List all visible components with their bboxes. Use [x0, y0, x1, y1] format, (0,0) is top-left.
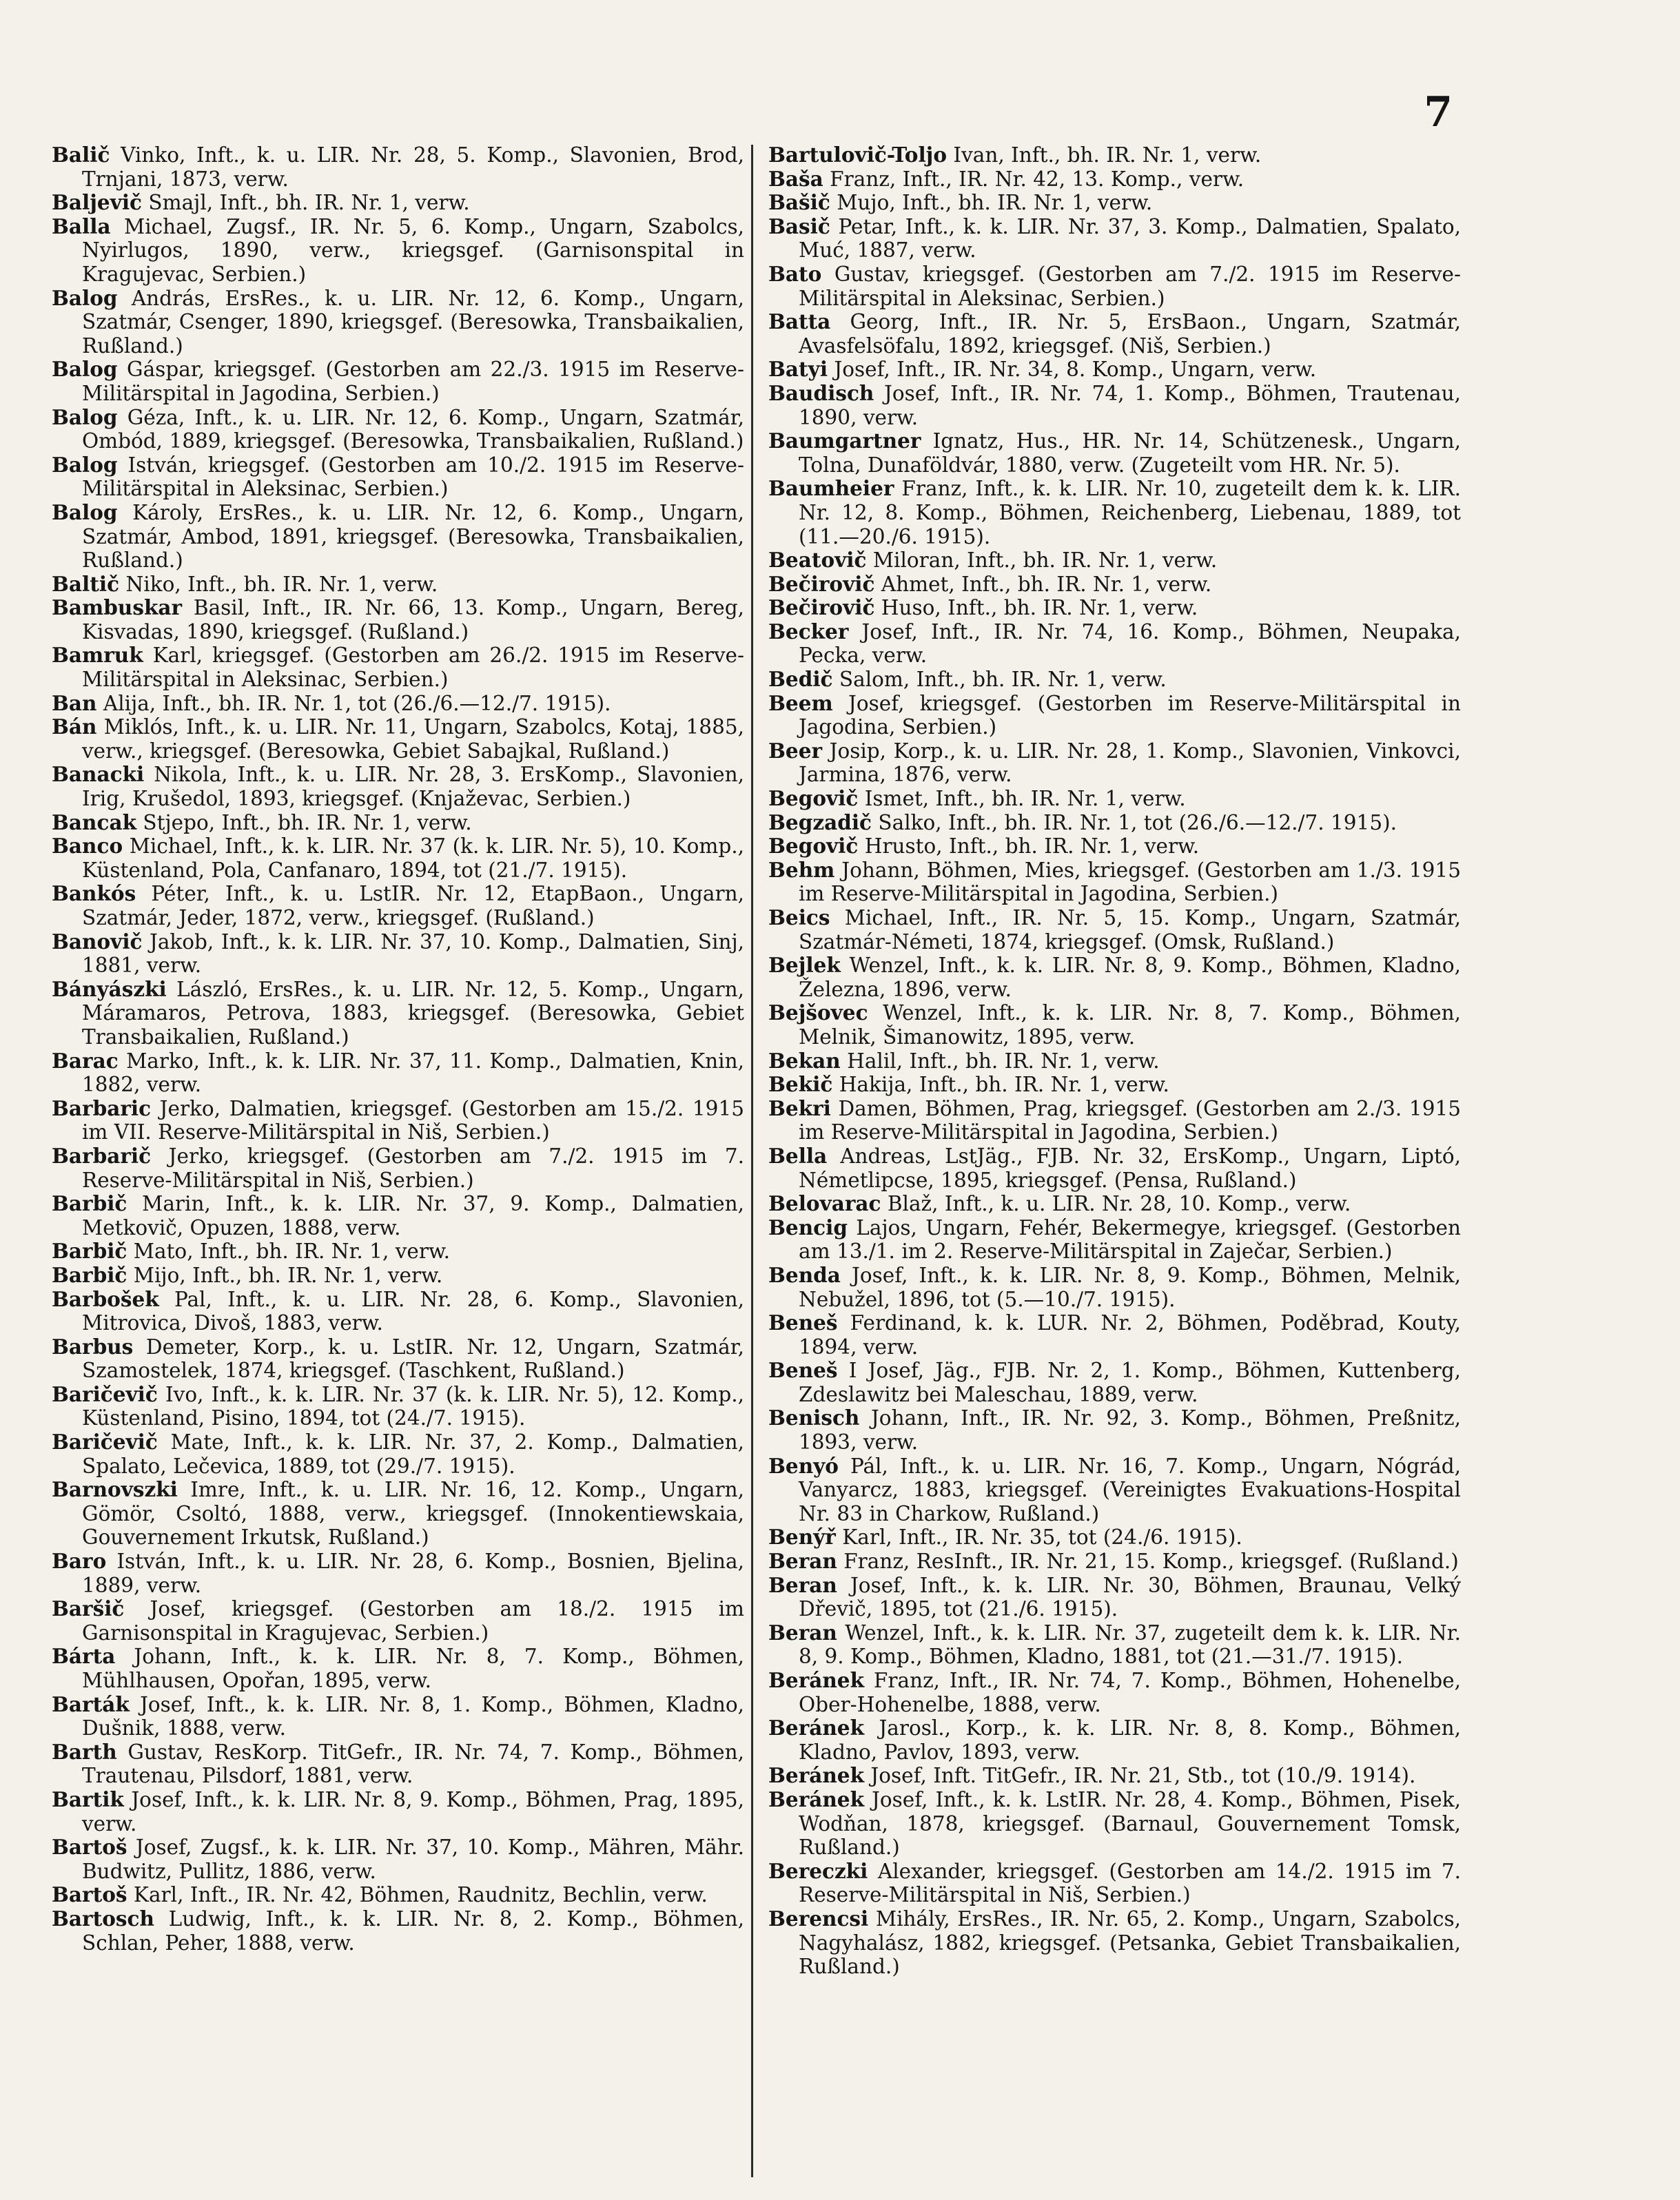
list-item	[52, 1192, 744, 1240]
list-item	[52, 811, 744, 835]
entry-details: Mato, Inft., bh. IR. Nr. 1, verw.	[133, 1240, 451, 1264]
list-item	[52, 834, 744, 882]
entry-surname: Baltič	[52, 571, 120, 596]
list-item	[52, 978, 744, 1049]
list-item	[768, 1001, 1461, 1049]
entry-details: Mate, Inft., k. k. LIR. Nr. 37, 2. Komp., Dalmatien, Spalato, Lečevica, 1889, tot (29./7. 1915).	[82, 1430, 744, 1478]
list-item	[52, 763, 744, 810]
entry-details: Nikola, Inft., k. u. LIR. Nr. 28, 3. ErsKomp., Slavonien, Irig, Krušedol, 1893, kriegsgef. (Knjaževac, Serbien.)	[82, 763, 744, 811]
entry-details: Josef, Inft., k. k. LIR. Nr. 8, 1. Komp., Böhmen, Kladno, Dušnik, 1888, verw.	[82, 1692, 744, 1740]
entry-details: Pál, Inft., k. u. LIR. Nr. 16, 7. Komp., Ungarn, Nógrád, Vanyarcz, 1883, kriegsgef. (Vereinigtes Evakuations-Hospital Nr. 83 in Charkow, Rußland.)	[799, 1454, 1461, 1525]
entry-surname: Bekri	[768, 1096, 831, 1120]
list-item	[768, 1716, 1461, 1764]
entry-details: Jerko, kriegsgef. (Gestorben am 7./2. 1915 im 7. Reserve-Militärspital in Niš, Serbien.)	[82, 1144, 744, 1192]
entry-surname: Bamruk	[52, 643, 143, 668]
entry-surname: Bartoš	[52, 1882, 127, 1907]
entry-details: Josef, Inft. TitGefr., IR. Nr. 21, Stb., tot (10./9. 1914).	[870, 1764, 1416, 1788]
entry-details: Károly, ErsRes., k. u. LIR. Nr. 12, 6. Komp., Ungarn, Szatmár, Ambod, 1891, kriegsgef. (Beresowka, Transbaikalien, Rußland.)	[82, 500, 744, 573]
entry-surname: Beics	[768, 905, 830, 929]
list-item	[52, 287, 744, 358]
entry-surname: Bányászki	[52, 976, 167, 1001]
entry-details: Jerko, Dalmatien, kriegsgef. (Gestorben am 15./2. 1915 im VII. Reserve-Militärspital in Niš, Serbien.)	[82, 1096, 744, 1144]
list-item	[768, 1049, 1461, 1073]
list-item	[52, 1288, 744, 1335]
entry-details: Damen, Böhmen, Prag, kriegsgef. (Gestorben am 2./3. 1915 im Reserve-Militärspital in Jagodina, Serbien.)	[799, 1096, 1461, 1144]
entry-surname: Beran	[768, 1549, 837, 1574]
entry-details: Péter, Inft., k. u. LstIR. Nr. 12, EtapBaon., Ungarn, Szatmár, Jeder, 1872, verw., kriegsgef. (Rußland.)	[82, 882, 744, 929]
entry-details: Marko, Inft., k. k. LIR. Nr. 37, 11. Komp., Dalmatien, Knin, 1882, verw.	[82, 1049, 744, 1097]
list-item	[768, 310, 1461, 358]
list-item	[768, 263, 1461, 310]
entry-surname: Beránek	[768, 1763, 865, 1788]
list-item	[768, 1621, 1461, 1669]
entry-details: Karl, Inft., IR. Nr. 42, Böhmen, Raudnitz, Bechlin, verw.	[133, 1883, 708, 1907]
entry-surname: Balog	[52, 452, 118, 477]
entry-surname: Benyó	[768, 1453, 839, 1478]
list-item	[52, 501, 744, 573]
list-item	[768, 859, 1461, 906]
entry-details: Franz, Inft., IR. Nr. 42, 13. Komp., verw.	[830, 167, 1244, 191]
entry-surname: Begovič	[768, 786, 859, 811]
list-item	[768, 358, 1461, 382]
entry-details: Géza, Inft., k. u. LIR. Nr. 12, 6. Komp., Ungarn, Szatmár, Ombód, 1889, kriegsgef. (Beresowka, Transbaikalien, Rußland.)	[82, 405, 744, 453]
entry-surname: Barbarič	[52, 1143, 152, 1168]
entry-surname: Bekan	[768, 1048, 841, 1073]
list-item	[768, 143, 1461, 167]
entry-surname: Bella	[768, 1143, 828, 1168]
list-item	[52, 1788, 744, 1836]
entry-details: István, kriegsgef. (Gestorben am 10./2. 1915 im Reserve-Militärspital in Aleksinac, Serbien.)	[82, 453, 744, 501]
list-item	[52, 692, 744, 716]
list-item	[768, 954, 1461, 1001]
list-item	[52, 453, 744, 501]
entry-surname: Batta	[768, 309, 831, 334]
entry-surname: Barbaric	[52, 1096, 152, 1120]
entry-details: Johann, Inft., IR. Nr. 92, 3. Komp., Böhmen, Preßnitz, 1893, verw.	[799, 1406, 1461, 1454]
entry-details: Pal, Inft., k. u. LIR. Nr. 28, 6. Komp., Slavonien, Mitrovica, Divoš, 1883, verw.	[82, 1287, 744, 1335]
list-item	[768, 477, 1461, 548]
entry-details: Alexander, kriegsgef. (Gestorben am 14./2. 1915 im 7. Reserve-Militärspital in Niš, Serbien.)	[799, 1859, 1461, 1907]
list-item	[52, 1836, 744, 1883]
entry-details: Franz, Inft., IR. Nr. 74, 7. Komp., Böhmen, Hohenelbe, Ober-Hohenelbe, 1888, verw.	[799, 1669, 1461, 1716]
list-item	[768, 596, 1461, 620]
entry-surname: Baudisch	[768, 380, 874, 405]
list-item	[768, 382, 1461, 429]
list-item	[52, 358, 744, 405]
list-item	[768, 1788, 1461, 1860]
entry-details: István, Inft., k. u. LIR. Nr. 28, 6. Komp., Bosnien, Bjelina, 1889, verw.	[82, 1550, 744, 1597]
list-item	[768, 548, 1461, 573]
entry-surname: Bambuskar	[52, 595, 183, 620]
entry-details: Alija, Inft., bh. IR. Nr. 1, tot (26./6.—12./7. 1915).	[103, 691, 611, 715]
list-item	[52, 1478, 744, 1550]
list-item	[768, 1907, 1461, 1979]
entry-surname: Benýř	[768, 1525, 836, 1550]
list-item	[768, 1216, 1461, 1264]
entry-details: Franz, Inft., k. k. LIR. Nr. 10, zugeteilt dem k. k. LIR. Nr. 12, 8. Komp., Böhmen, Reichenberg, Liebenau, 1889, tot (11.—20./6. 1915).	[799, 477, 1461, 548]
entry-surname: Behm	[768, 857, 835, 882]
entry-surname: Begzadič	[768, 810, 872, 834]
list-item	[52, 143, 744, 191]
list-item	[52, 1049, 744, 1097]
right-column	[768, 143, 1461, 1979]
entry-details: Mujo, Inft., bh. IR. Nr. 1, verw.	[837, 191, 1153, 215]
list-item	[768, 668, 1461, 692]
entry-details: Andreas, LstJäg., FJB. Nr. 32, ErsKomp., Ungarn, Liptó, Németlipcse, 1895, kriegsgef. (Pensa, Rußland.)	[799, 1144, 1461, 1192]
entry-surname: Barbus	[52, 1334, 134, 1359]
list-item	[768, 906, 1461, 954]
entry-details: Mihály, ErsRes., IR. Nr. 65, 2. Komp., Ungarn, Szabolcs, Nagyhalász, 1882, kriegsgef. (Petsanka, Gebiet Transbaikalien, Rußland.)	[799, 1906, 1461, 1979]
list-item	[768, 1860, 1461, 1907]
entry-surname: Bancak	[52, 810, 137, 834]
list-item	[768, 1669, 1461, 1716]
entry-details: László, ErsRes., k. u. LIR. Nr. 12, 5. Komp., Ungarn, Máramaros, Petrova, 1883, kriegsgef. (Beresowka, Gebiet Transbaikalien, Rußland.)	[82, 977, 744, 1049]
entry-details: Gáspar, kriegsgef. (Gestorben am 22./3. 1915 im Reserve-Militärspital in Jagodina, Serbien.)	[82, 358, 744, 405]
entry-details: Salom, Inft., bh. IR. Nr. 1, verw.	[839, 668, 1167, 692]
entry-surname: Benda	[768, 1262, 841, 1287]
entry-surname: Balog	[52, 500, 118, 524]
list-item	[52, 644, 744, 691]
entry-details: Josef, Inft., k. k. LIR. Nr. 30, Böhmen, Braunau, Velký Dřevič, 1895, tot (21./6. 1915).	[799, 1573, 1461, 1621]
list-item	[52, 1597, 744, 1645]
entry-details: Ferdinand, k. k. LUR. Nr. 2, Böhmen, Poděbrad, Kouty, 1894, verw.	[799, 1311, 1461, 1359]
entry-surname: Bankós	[52, 881, 136, 906]
entry-surname: Bekič	[768, 1072, 833, 1097]
entry-surname: Baričevič	[52, 1430, 158, 1454]
list-item	[52, 1907, 744, 1955]
entry-surname: Beránek	[768, 1716, 865, 1740]
entry-details: Stjepo, Inft., bh. IR. Nr. 1, verw.	[143, 810, 472, 834]
entry-details: Josef, Inft., k. k. LIR. Nr. 8, 9. Komp., Böhmen, Melnik, Nebužel, 1896, tot (5.—10./7. 1915).	[799, 1263, 1461, 1311]
entry-details: Ahmet, Inft., bh. IR. Nr. 1, verw.	[881, 572, 1212, 596]
list-item	[768, 1097, 1461, 1144]
list-item	[52, 1264, 744, 1288]
entry-surname: Bašič	[768, 190, 830, 215]
entry-details: Josef, Inft., IR. Nr. 74, 1. Komp., Böhmen, Trautenau, 1890, verw.	[799, 381, 1461, 429]
list-item	[768, 1574, 1461, 1621]
list-item	[768, 1525, 1461, 1550]
list-item	[52, 215, 744, 287]
list-item	[768, 1264, 1461, 1311]
list-item	[768, 191, 1461, 215]
list-item	[52, 1550, 744, 1597]
entry-details: Wenzel, Inft., k. k. LIR. Nr. 8, 7. Komp., Böhmen, Melnik, Šimanowitz, 1895, verw.	[799, 1001, 1461, 1049]
list-item	[52, 1740, 744, 1788]
entry-surname: Bejšovec	[768, 1000, 868, 1025]
entry-surname: Balog	[52, 285, 118, 310]
entry-details: Lajos, Ungarn, Fehér, Bekermegye, kriegsgef. (Gestorben am 13./1. im 2. Reserve-Militärspital in Zaječar, Serbien.)	[799, 1215, 1461, 1264]
entry-details: Johann, Böhmen, Mies, kriegsgef. (Gestorben am 1./3. 1915 im Reserve-Militärspital in Jagodina, Serbien.)	[799, 858, 1461, 906]
entry-details: Michael, Inft., k. k. LIR. Nr. 37 (k. k. LIR. Nr. 5), 10. Komp., Küstenland, Pola, Canfanaro, 1894, tot (21./7. 1915).	[82, 834, 744, 882]
list-item	[52, 1430, 744, 1478]
entry-details: Wenzel, Inft., k. k. LIR. Nr. 37, zugeteilt dem k. k. LIR. Nr. 8, 9. Komp., Böhmen, Kladno, 1881, tot (21.—31./7. 1915).	[799, 1621, 1461, 1669]
entry-surname: Beneš	[768, 1310, 838, 1335]
entry-details: Ismet, Inft., bh. IR. Nr. 1, verw.	[864, 787, 1186, 811]
list-item	[768, 429, 1461, 477]
entry-details: András, ErsRes., k. u. LIR. Nr. 12, 6. Komp., Ungarn, Szatmár, Csenger, 1890, kriegsgef. (Beresowka, Transbaikalien, Rußland.)	[82, 286, 744, 358]
entry-details: Michael, Inft., IR. Nr. 5, 15. Komp., Ungarn, Szatmár, Szatmár-Németi, 1874, kriegsgef. (Omsk, Rußland.)	[799, 906, 1461, 954]
list-item	[768, 834, 1461, 859]
entry-surname: Barbošek	[52, 1286, 159, 1311]
list-item	[768, 573, 1461, 597]
entry-details: Hakija, Inft., bh. IR. Nr. 1, verw.	[839, 1073, 1169, 1097]
entry-details: Demeter, Korp., k. u. LstIR. Nr. 12, Ungarn, Szatmár, Szamostelek, 1874, kriegsgef. (Taschkent, Rußland.)	[82, 1335, 744, 1383]
list-item	[52, 596, 744, 644]
list-item	[768, 1359, 1461, 1406]
entry-surname: Berencsi	[768, 1906, 869, 1931]
entry-details: Mijo, Inft., bh. IR. Nr. 1, verw.	[133, 1263, 443, 1287]
list-item	[52, 1693, 744, 1740]
entry-details: Jakob, Inft., k. k. LIR. Nr. 37, 10. Komp., Dalmatien, Sinj, 1881, verw.	[82, 929, 744, 978]
entry-surname: Baša	[768, 166, 823, 191]
entry-surname: Bečirovič	[768, 571, 875, 596]
entry-details: Gustav, kriegsgef. (Gestorben am 7./2. 1915 im Reserve-Militärspital in Aleksinac, Serbien.)	[799, 262, 1461, 310]
entry-surname: Becker	[768, 619, 849, 644]
entry-details: Niko, Inft., bh. IR. Nr. 1, verw.	[125, 572, 438, 596]
entry-surname: Balla	[52, 214, 111, 238]
entry-surname: Bedič	[768, 667, 833, 692]
entry-surname: Beatovič	[768, 548, 867, 573]
entry-details: Johann, Inft., k. k. LIR. Nr. 8, 7. Komp., Böhmen, Mühlhausen, Opořan, 1895, verw.	[82, 1645, 744, 1692]
entry-details: Hrusto, Inft., bh. IR. Nr. 1, verw.	[864, 834, 1200, 859]
entry-surname: Bartosch	[52, 1906, 154, 1931]
entry-surname: Beer	[768, 738, 823, 763]
list-item	[768, 1406, 1461, 1454]
list-item	[52, 1335, 744, 1383]
entry-surname: Ban	[52, 690, 97, 715]
list-item	[768, 739, 1461, 787]
list-item	[52, 1645, 744, 1692]
entry-surname: Bán	[52, 715, 97, 739]
entry-surname: Bartulovič-Toljo	[768, 143, 947, 167]
entry-details: Huso, Inft., bh. IR. Nr. 1, verw.	[881, 596, 1198, 620]
list-item	[768, 215, 1461, 263]
page-number: 7	[1424, 88, 1453, 136]
list-item	[768, 1144, 1461, 1192]
entry-surname: Baumheier	[768, 476, 894, 501]
entry-details: Jarosl., Korp., k. k. LIR. Nr. 8, 8. Komp., Böhmen, Kladno, Pavlov, 1893, verw.	[799, 1716, 1461, 1764]
entry-surname: Bereczki	[768, 1858, 868, 1883]
entry-details: Blaž, Inft., k. u. LIR. Nr. 28, 10. Komp., verw.	[887, 1192, 1351, 1216]
entry-surname: Barth	[52, 1739, 117, 1764]
entry-surname: Baro	[52, 1549, 107, 1574]
entry-details: Georg, Inft., IR. Nr. 5, ErsBaon., Ungarn, Szatmár, Avasfelsöfalu, 1892, kriegsgef. (Niš, Serbien.)	[799, 310, 1461, 358]
entry-details: Karl, Inft., IR. Nr. 35, tot (24./6. 1915).	[842, 1525, 1242, 1550]
list-item	[768, 620, 1461, 668]
entry-surname: Bato	[768, 261, 822, 286]
column-divider	[751, 145, 753, 2177]
entry-details: Smajl, Inft., bh. IR. Nr. 1, verw.	[148, 191, 470, 215]
list-item	[768, 167, 1461, 192]
entry-surname: Begovič	[768, 834, 859, 859]
list-item	[52, 573, 744, 597]
entry-surname: Beneš	[768, 1358, 838, 1383]
entry-surname: Bartik	[52, 1787, 124, 1811]
list-item	[52, 1883, 744, 1907]
list-item	[768, 1454, 1461, 1526]
entry-details: Franz, ResInft., IR. Nr. 21, 15. Komp., kriegsgef. (Rußland.)	[843, 1550, 1459, 1574]
list-item	[768, 1550, 1461, 1574]
entry-surname: Bárta	[52, 1644, 116, 1669]
list-item	[52, 191, 744, 215]
entry-details: Josef, kriegsgef. (Gestorben am 18./2. 1915 im Garnisonspital in Kragujevac, Serbien.)	[82, 1597, 744, 1645]
entry-details: Ivan, Inft., bh. IR. Nr. 1, verw.	[953, 143, 1262, 167]
list-item	[768, 1073, 1461, 1097]
entry-surname: Barbič	[52, 1239, 127, 1264]
entry-details: Josef, Inft., k. k. LstIR. Nr. 28, 4. Komp., Böhmen, Pisek, Wodňan, 1878, kriegsgef. (Barnaul, Gouvernement Tomsk, Rußland.)	[799, 1787, 1461, 1860]
entry-surname: Balič	[52, 143, 110, 167]
entry-details: Ivo, Inft., k. k. LIR. Nr. 37 (k. k. LIR. Nr. 5), 12. Komp., Küstenland, Pisino, 1894, tot (24./7. 1915).	[82, 1382, 744, 1430]
entry-surname: Beran	[768, 1572, 837, 1597]
entry-details: Petar, Inft., k. k. LIR. Nr. 37, 3. Komp., Dalmatien, Spalato, Muć, 1887, verw.	[799, 214, 1461, 263]
entry-surname: Belovarac	[768, 1191, 881, 1216]
list-item	[52, 1144, 744, 1192]
entry-details: Imre, Inft., k. u. LIR. Nr. 16, 12. Komp., Ungarn, Gömör, Csoltó, 1888, verw., kriegsgef. (Innokentiewskaia, Gouvernement Irkutsk, Rußland.)	[82, 1478, 744, 1550]
entry-details: Wenzel, Inft., k. k. LIR. Nr. 8, 9. Komp., Böhmen, Kladno, Železna, 1896, verw.	[799, 954, 1461, 1001]
entry-surname: Barbič	[52, 1262, 127, 1287]
list-item	[52, 1383, 744, 1430]
entry-surname: Balog	[52, 404, 118, 429]
list-item	[52, 882, 744, 929]
entry-details: Marin, Inft., k. k. LIR. Nr. 37, 9. Komp., Dalmatien, Metkovič, Opuzen, 1888, verw.	[82, 1192, 744, 1240]
entry-surname: Beránek	[768, 1787, 865, 1811]
entry-surname: Beem	[768, 690, 833, 715]
list-item	[768, 692, 1461, 739]
entry-surname: Bejlek	[768, 953, 841, 978]
entry-surname: Beránek	[768, 1668, 865, 1692]
entry-surname: Barták	[52, 1692, 130, 1716]
entry-details: Halil, Inft., bh. IR. Nr. 1, verw.	[847, 1049, 1160, 1073]
left-column	[52, 143, 744, 1955]
entry-surname: Benisch	[768, 1406, 860, 1430]
entry-details: Salko, Inft., bh. IR. Nr. 1, tot (26./6.—12./7. 1915).	[878, 810, 1397, 834]
entry-surname: Baumgartner	[768, 429, 921, 453]
entry-details: Karl, kriegsgef. (Gestorben am 26./2. 1915 im Reserve-Militärspital in Aleksinac, Serbien.)	[82, 644, 744, 692]
entry-surname: Banacki	[52, 762, 145, 787]
entry-details: Miloran, Inft., bh. IR. Nr. 1, verw.	[872, 548, 1218, 573]
entry-details: Ignatz, Hus., HR. Nr. 14, Schützenesk., Ungarn, Tolna, Dunaföldvár, 1880, verw. (Zugeteilt vom HR. Nr. 5).	[799, 429, 1461, 477]
entry-surname: Baršič	[52, 1596, 125, 1621]
entry-details: Michael, Zugsf., IR. Nr. 5, 6. Komp., Ungarn, Szabolcs, Nyirlugos, 1890, verw., kriegsgef. (Garnisonspital in Kragujevac, Serbien.)	[82, 214, 744, 286]
entry-surname: Barac	[52, 1048, 119, 1073]
entry-surname: Batyi	[768, 357, 828, 382]
list-item	[52, 406, 744, 453]
list-item	[768, 1192, 1461, 1216]
entry-details: Miklós, Inft., k. u. LIR. Nr. 11, Ungarn, Szabolcs, Kotaj, 1885, verw., kriegsgef. (Beresowka, Gebiet Sabajkal, Rußland.)	[82, 715, 744, 763]
entry-details: Josef, Inft., IR. Nr. 74, 16. Komp., Böhmen, Neupaka, Pecka, verw.	[799, 619, 1461, 668]
entry-details: Josef, Inft., IR. Nr. 34, 8. Komp., Ungarn, verw.	[834, 358, 1317, 382]
entry-surname: Banco	[52, 834, 123, 859]
entry-details: Gustav, ResKorp. TitGefr., IR. Nr. 74, 7. Komp., Böhmen, Trautenau, Pilsdorf, 1881, verw.	[82, 1740, 744, 1788]
list-item	[52, 1097, 744, 1144]
entry-details: Basil, Inft., IR. Nr. 66, 13. Komp., Ungarn, Bereg, Kisvadas, 1890, kriegsgef. (Rußland.)	[82, 596, 745, 644]
entry-surname: Bencig	[768, 1215, 848, 1240]
entry-details: Josef, Inft., k. k. LIR. Nr. 8, 9. Komp., Böhmen, Prag, 1895, verw.	[82, 1787, 744, 1836]
list-item	[768, 1764, 1461, 1788]
entry-details: Ludwig, Inft., k. k. LIR. Nr. 8, 2. Komp., Böhmen, Schlan, Peher, 1888, verw.	[82, 1906, 744, 1955]
entry-details: Josip, Korp., k. u. LIR. Nr. 28, 1. Komp., Slavonien, Vinkovci, Jarmina, 1876, verw.	[799, 739, 1461, 787]
entry-details: Vinko, Inft., k. u. LIR. Nr. 28, 5. Komp., Slavonien, Brod, Trnjani, 1873, verw.	[82, 143, 744, 191]
entry-surname: Banovič	[52, 929, 143, 954]
list-item	[768, 811, 1461, 835]
list-item	[52, 715, 744, 763]
entry-details: Josef, Zugsf., k. k. LIR. Nr. 37, 10. Komp., Mähren, Mähr. Budwitz, Pullitz, 1886, verw.	[82, 1836, 744, 1883]
entry-surname: Barnovszki	[52, 1477, 178, 1502]
entry-surname: Beran	[768, 1620, 837, 1645]
entry-surname: Bečirovič	[768, 595, 875, 620]
entry-details: I Josef, Jäg., FJB. Nr. 2, 1. Komp., Böhmen, Kuttenberg, Zdeslawitz bei Maleschau, 1889, verw.	[799, 1359, 1461, 1406]
entry-surname: Baljevič	[52, 190, 143, 215]
list-item	[52, 930, 744, 978]
entry-surname: Baričevič	[52, 1381, 158, 1406]
entry-surname: Bartoš	[52, 1835, 127, 1860]
list-item	[768, 1311, 1461, 1359]
list-item	[52, 1240, 744, 1264]
list-item	[768, 787, 1461, 811]
entry-surname: Basič	[768, 214, 830, 238]
entry-surname: Barbič	[52, 1191, 127, 1216]
entry-details: Josef, kriegsgef. (Gestorben im Reserve-Militärspital in Jagodina, Serbien.)	[799, 691, 1461, 739]
entry-surname: Balog	[52, 357, 118, 382]
